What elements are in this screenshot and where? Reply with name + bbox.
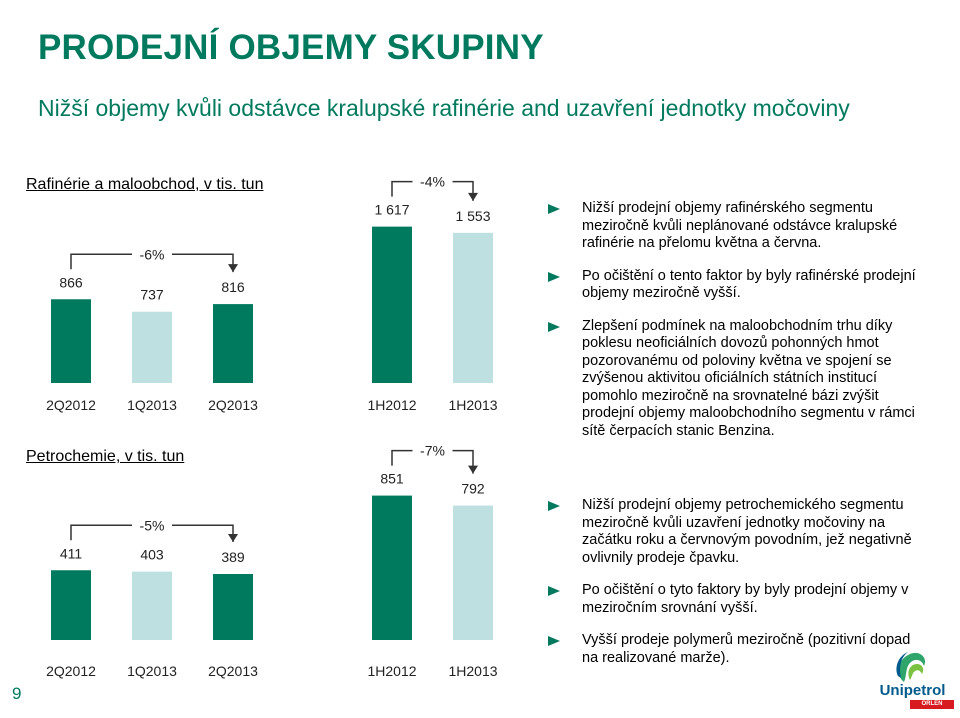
bar [453, 233, 493, 383]
x-tick-label: 1H2012 [367, 663, 417, 679]
x-tick-label: 1H2013 [448, 663, 498, 679]
bullet-text: Nižší prodejní objemy petrochemického segmentu meziročně kvůli uzavření jednotky močoviny na začátku roku a červnovým povodním, jež negativně ovlivnily prodeje čpavku. [582, 497, 912, 566]
bar [132, 312, 172, 383]
unipetrol-logo [870, 646, 955, 716]
page-title: PRODEJNÍ OBJEMY SKUPINY [38, 28, 544, 67]
change-label: -4% [420, 173, 445, 190]
change-label: -5% [139, 517, 165, 534]
bullet-text: Zlepšení podmínek na maloobchodním trhu díky poklesu neoficiálních dovozů pohonných hmot pozorovanému od poloviny května ve spojení se zvýšenou aktivitou oficiálních státních institucí pomohlo meziročně na srovnatelné bázi zvýšit prodejní objemy maloobchodního segmentu v rámci sítě čerpacích stanic Benzina. [582, 317, 915, 439]
change-label: -6% [139, 246, 165, 263]
data-label: 403 [140, 546, 164, 563]
bar [51, 570, 91, 640]
bar [51, 299, 91, 383]
refining-bullet-list [548, 200, 928, 455]
bar [132, 572, 172, 640]
data-label: 816 [221, 279, 245, 296]
bar [453, 506, 493, 640]
triangle-arrow-icon [548, 501, 560, 511]
x-tick-label: 1Q2013 [127, 663, 177, 679]
bullet-text: Po očištění o tento faktor by byly rafinérské prodejní objemy meziročně vyšší. [582, 267, 916, 301]
change-arrowhead [468, 466, 478, 474]
change-arrowhead [228, 534, 238, 542]
x-tick-label: 2Q2012 [46, 663, 96, 679]
logo-mark-icon [870, 646, 955, 686]
bullet-item [548, 200, 928, 253]
triangle-arrow-icon [548, 586, 560, 596]
x-tick-label: 1H2013 [448, 397, 498, 413]
change-arrowhead [228, 264, 238, 272]
data-label: 411 [59, 545, 83, 562]
bullet-item [548, 318, 928, 441]
x-tick-label: 1H2012 [367, 397, 417, 413]
bar [213, 574, 253, 640]
bullet-item [548, 268, 928, 303]
data-label: 866 [59, 274, 83, 291]
change-arrowhead [468, 193, 478, 201]
x-tick-label: 2Q2013 [208, 663, 258, 679]
data-label: 851 [380, 470, 404, 487]
data-label: 737 [140, 286, 164, 303]
bullet-item [548, 497, 928, 567]
logo-group-badge: ORLEN GROUP [910, 700, 954, 709]
x-tick-label: 1Q2013 [127, 397, 177, 413]
page-subtitle: Nižší objemy kvůli odstávce kralupské rafinérie and uzavření jednotky močoviny [38, 95, 850, 121]
bullet-item [548, 582, 928, 617]
bullet-text: Po očištění o tyto faktory by byly prodejní objemy v meziročním srovnání vyšší. [582, 582, 909, 616]
triangle-arrow-icon [548, 322, 560, 332]
x-tick-label: 2Q2013 [208, 397, 258, 413]
page-number: 9 [12, 684, 22, 703]
bullet-text: Nižší prodejní objemy rafinérského segmentu meziročně kvůli neplánované odstávce kralupské rafinérie na přelomu května a června. [582, 200, 898, 251]
bar [372, 496, 412, 640]
data-label: 1 553 [455, 207, 491, 224]
petrochemical-chart-title: Petrochemie, v tis. tun [26, 448, 185, 465]
data-label: 792 [461, 480, 485, 497]
bar [213, 304, 253, 383]
data-label: 1 617 [374, 201, 410, 218]
triangle-arrow-icon [548, 272, 560, 282]
change-label: -7% [420, 442, 445, 459]
data-label: 389 [221, 548, 245, 565]
refining-chart-title: Rafinérie a maloobchod, v tis. tun [26, 176, 264, 193]
logo-brand-text: Unipetrol [879, 682, 946, 699]
x-tick-label: 2Q2012 [46, 397, 96, 413]
triangle-arrow-icon [548, 204, 560, 214]
bar [372, 227, 412, 383]
triangle-arrow-icon [548, 636, 560, 646]
bullet-text: Vyšší prodeje polymerů meziročně (pozitivní dopad na realizované marže). [582, 632, 911, 666]
